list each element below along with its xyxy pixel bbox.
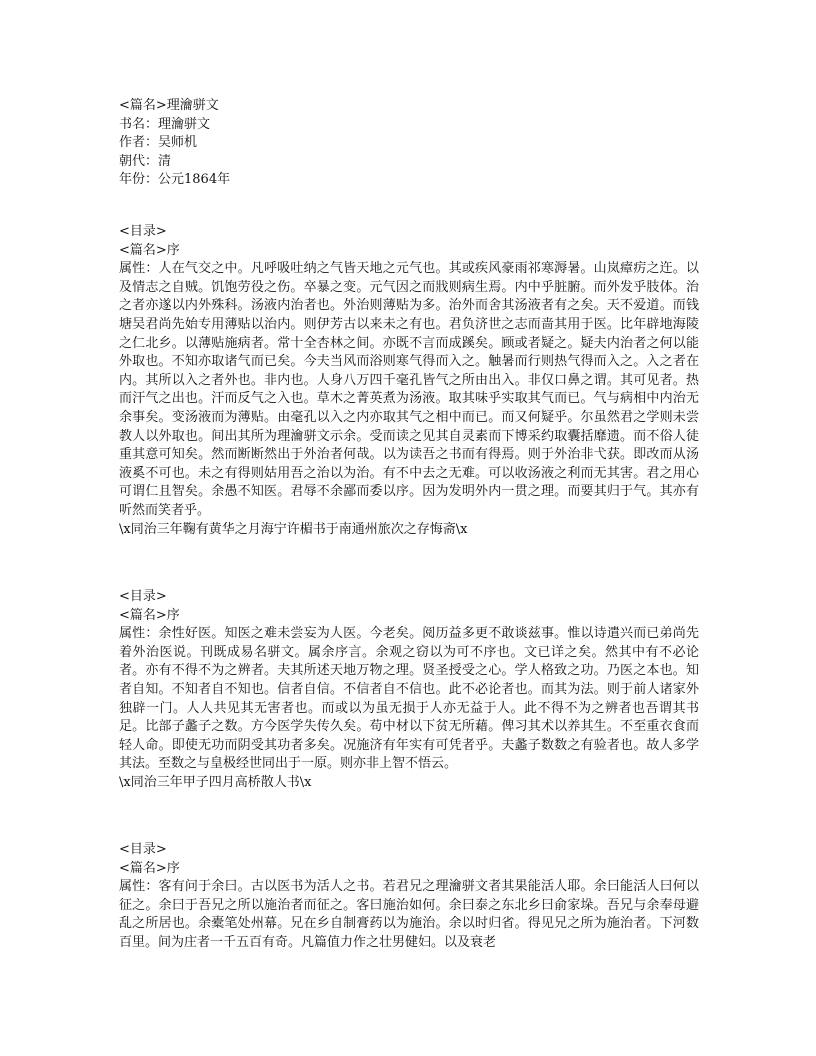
book-title: 书名：理瀹骈文 [119,116,211,132]
section-signature: \x同治三年鞠有黄华之月海宁许楣书于南通州旅次之存悔斋\x [119,521,468,537]
section-signature: \x同治三年甲子四月高桥散人书\x [119,774,312,790]
book-metadata [119,97,699,190]
author: 作者：吴师机 [119,135,198,151]
year: 年份：公元1864年 [119,172,231,188]
section-title: <篇名>序 [119,242,180,258]
preface-section [119,841,699,953]
dynasty: 朝代：清 [119,153,172,169]
section-title: <篇名>序 [119,860,180,876]
section-body: 属性：余性好医。知医之难未尝妄为人医。今老矣。阅历益多更不敢谈兹事。惟以诗遣兴而已弟尚先着外治医说。刊既成易名骈文。属余序言。余观之窃以为可不序也。文已详之矣。然其中有不必论者。亦有不得不为之辨者。夫其所述天地万物之理。贤圣授受之心。学人格致之功。乃医之本也。知者自知。不知者自不知也。信者自信。不信者自不信也。此不必论者也。而其为法。则于前人诸家外独辟一门。人人共见其无害者也。而或以为虽无损于人亦无益于人。此不得不为之辨者也吾谓其书足。比部子蠡子之数。方今医学失传久矣。苟中材以下贫无所藉。俾习其术以养其生。不至重衣食而轻人命。即使无功而阴受其功者多矣。况施济有年实有可凭者乎。夫蠡子数数之有验者也。故人多学其法。至数之与皇极经世同出于一原。则亦非上智不悟云。 [119,626,699,772]
catalog-label: <目录> [119,589,167,604]
preface-section [119,223,699,539]
section-body: 属性：人在气交之中。凡呼吸吐纳之气皆天地之元气也。其或疾风豪雨祁寒溽暑。山岚瘴疠之迕。以及情志之自贼。饥饱劳役之伤。卒暴之变。元气因之而戕则病生焉。内中乎脏腑。而外发乎肢体。治之者亦遂以内外殊科。汤液内治者也。外治则薄贴为多。治外而舍其汤液者有之矣。天不爱道。而钱塘吴君尚先始专用薄贴以治内。则伊芳古以来未之有也。君负济世之志而啬其用于医。比年辟地海陵之仁北乡。以薄贴施病者。常十全杏林之间。亦既不言而成蹊矣。顾或者疑之。疑夫内治者之何以能外取也。不知亦取诸气而已矣。今夫当风而浴则寒气得而入之。触暑而行则热气得而入之。入之者在内。其所以入之者外也。非内也。人身八万四千毫孔皆气之所由出入。非仅口鼻之谓。其可见者。热而汗气之出也。汗而反气之入也。草木之菁英煮为汤液。取其味乎实取其气而已。气与病相中内治无余事矣。变汤液而为薄贴。由毫孔以入之内亦取其气之相中而已。而又何疑乎。尔虽然君之学则未尝教人以外取也。间出其所为理瀹骈文示余。受而读之见其自灵素而下博采约取囊括靡遗。而不俗人徒重其意可知矣。然而断断然出于外治者何哉。以为读吾之书而有得焉。则于外治非弋获。即改而从汤液奚不可也。未之有得则姑用吾之治以为治。有不中去之无难。可以收汤液之利而无其害。君之用心可谓仁且智矣。余愚不知医。君辱不余鄙而委以序。因为发明外内一贯之理。而要其归于气。其亦有听然而笑者乎。 [119,261,699,518]
catalog-label: <目录> [119,842,167,857]
chapter-heading: <篇名>理瀹骈文 [119,98,219,113]
section-title: <篇名>序 [119,607,180,623]
catalog-label: <目录> [119,224,167,239]
section-body: 属性：客有问于余曰。古以医书为活人之书。若君兄之理瀹骈文者其果能活人耶。余曰能活人曰何以征之。余曰于吾兄之所以施治者而征之。客曰施治如何。余曰泰之东北乡曰俞家垛。吾兄与余奉母避乱之所居也。余橐笔处州幕。兄在乡自制膏药以为施治。余以时归省。得见兄之所为施治者。下河数百里。间为庄者一千五百有奇。凡篇值力作之壮男健妇。以及衰老 [119,879,699,950]
preface-section [119,588,699,793]
